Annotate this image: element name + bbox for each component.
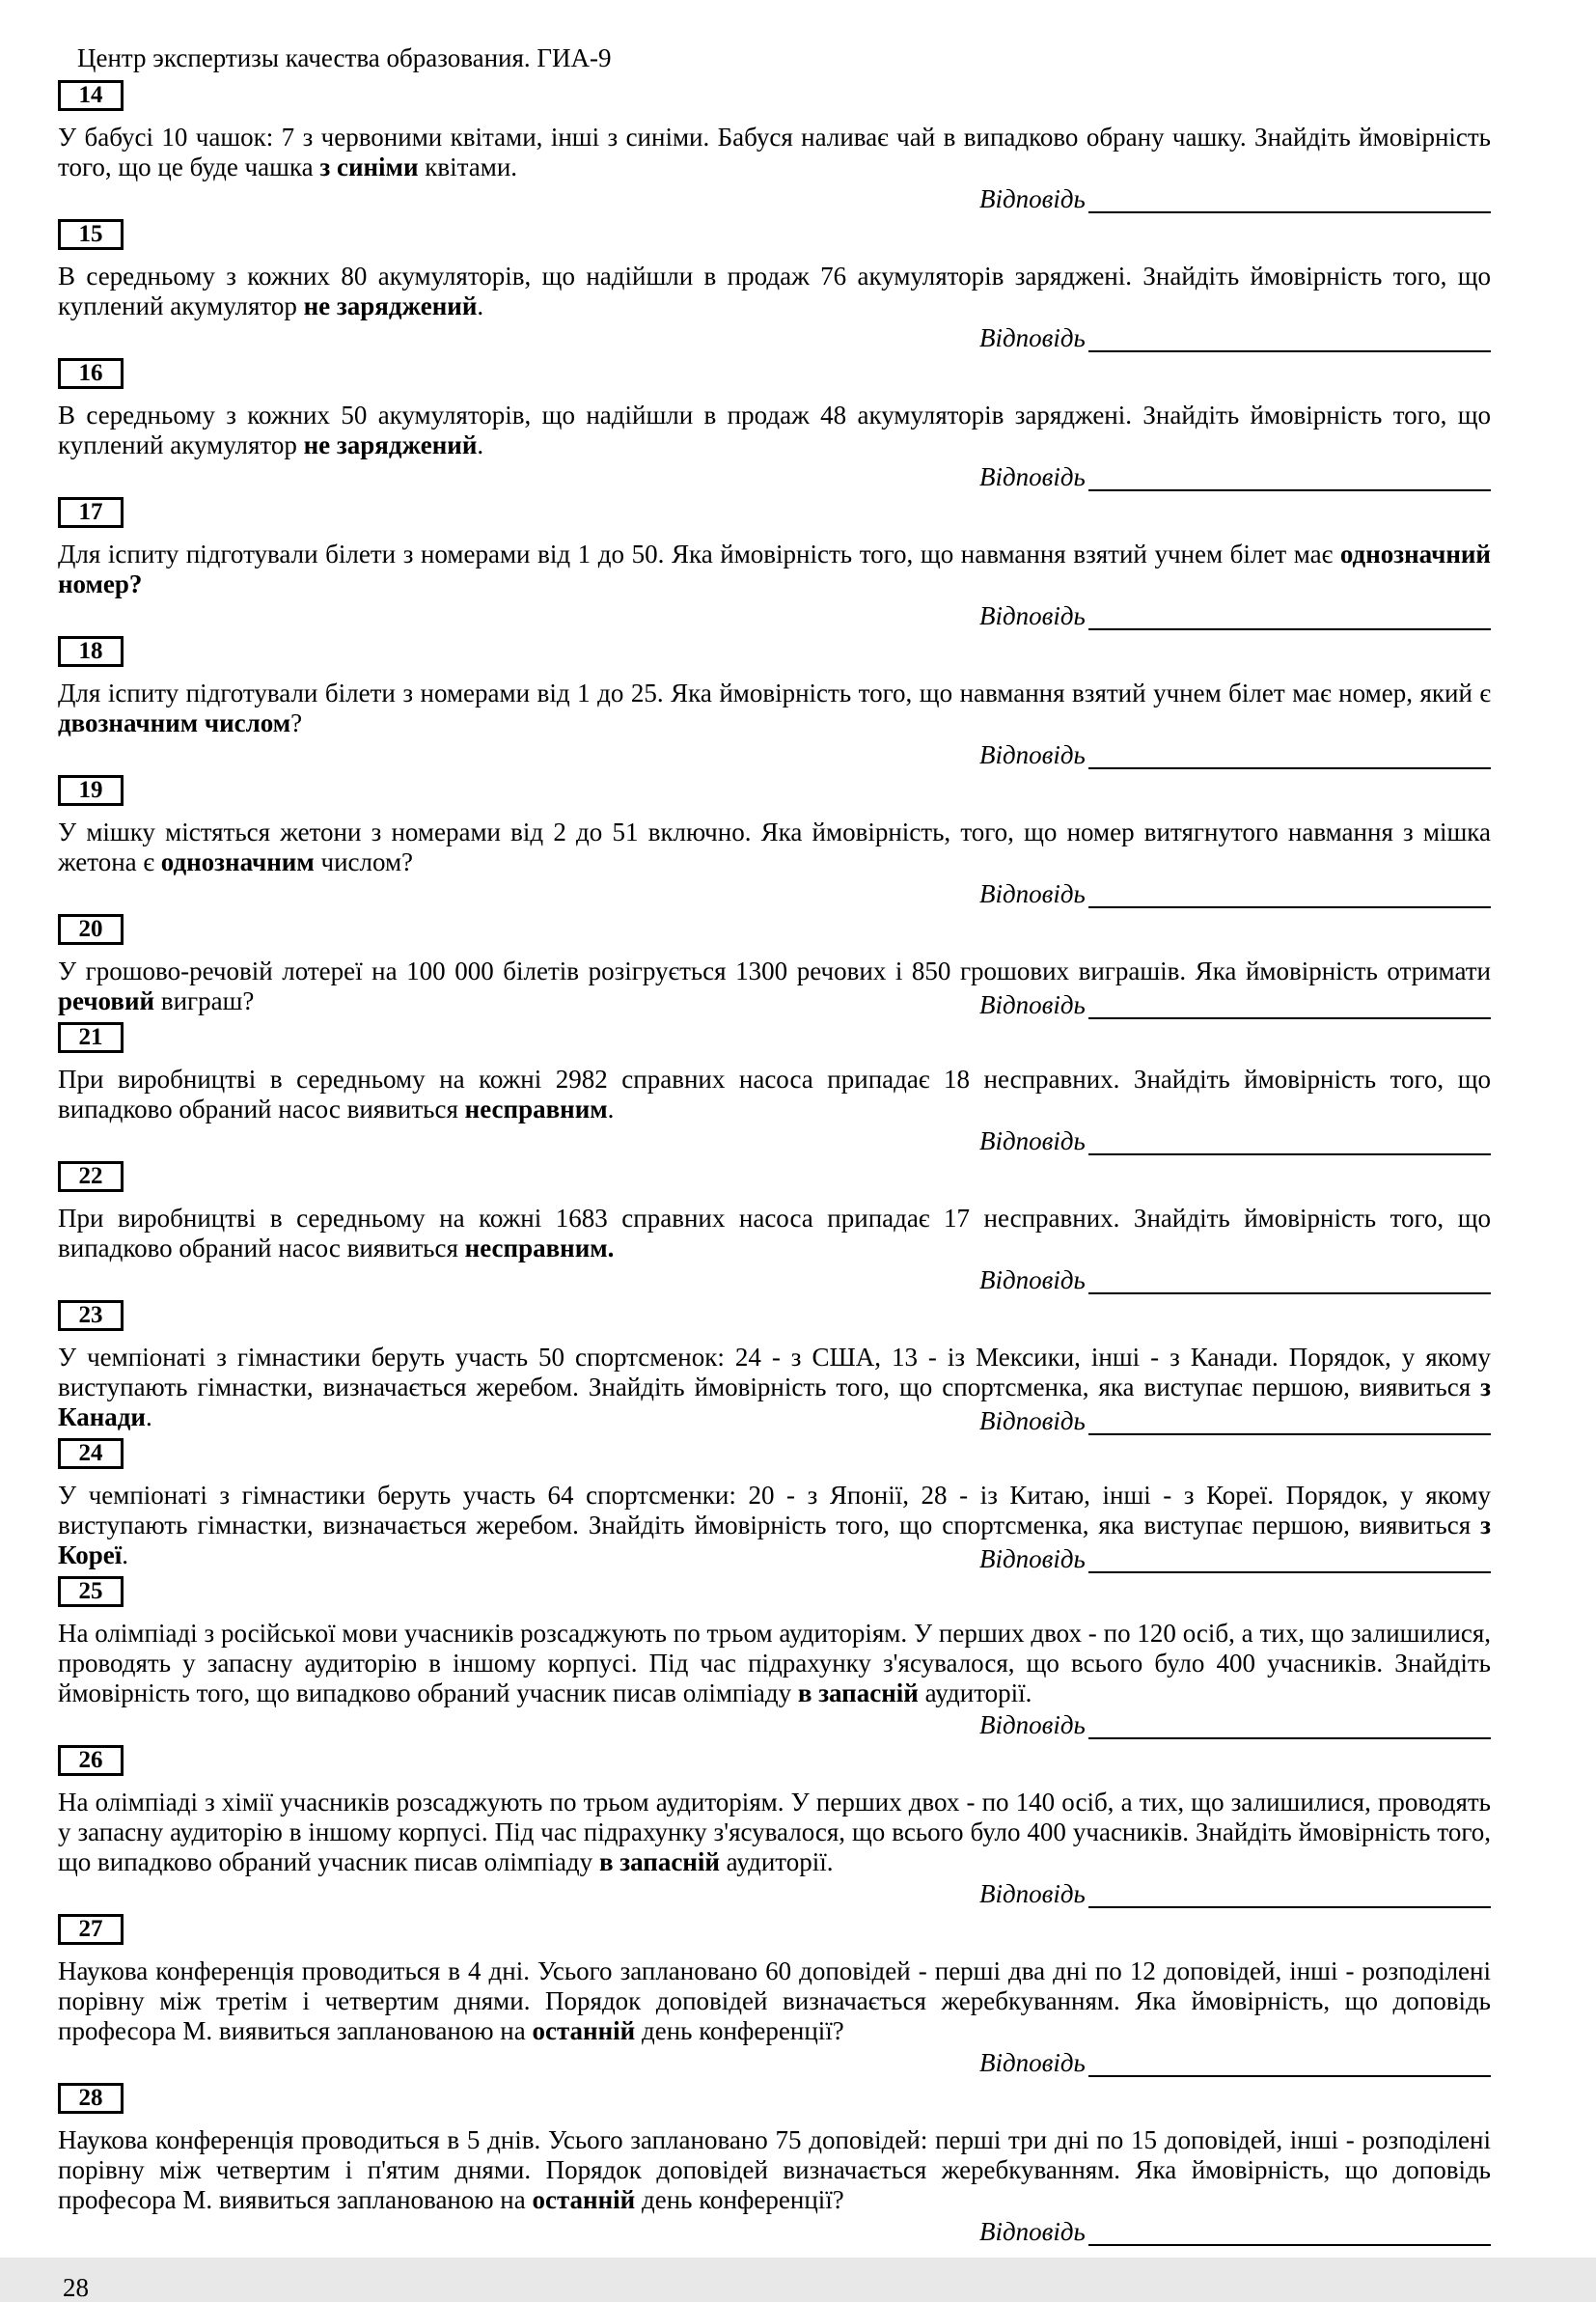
problem-number: 23 <box>78 1302 103 1328</box>
problem-item <box>58 80 1491 213</box>
problem-body <box>58 1619 1491 1739</box>
answer-blank-line <box>1088 2213 1491 2246</box>
problem-body <box>58 123 1491 213</box>
problem-number-box <box>58 358 124 389</box>
problem-number: 19 <box>78 777 103 803</box>
problem-text: В середньому з кожних 80 акумуляторів, що надійшли в продаж 76 акумуляторів заряджені. Знайдіть ймовірність того, що куплений акумулятор не заряджений. <box>58 262 1491 320</box>
answer-row <box>979 988 1491 1019</box>
answer-blank-line <box>1088 458 1491 491</box>
problem-item <box>58 1914 1491 2077</box>
problem-number: 22 <box>78 1163 103 1189</box>
problem-body <box>58 1343 1491 1435</box>
answer-label: Відповідь <box>979 323 1086 352</box>
answer-blank-line <box>1088 1262 1491 1294</box>
problem-number: 20 <box>78 916 103 942</box>
answer-row <box>979 460 1491 491</box>
problem-body <box>58 262 1491 352</box>
answer-blank-line <box>1088 1402 1491 1435</box>
problem-number-box <box>58 1914 124 1945</box>
answer-label: Відповідь <box>979 601 1086 630</box>
problem-body <box>58 1204 1491 1294</box>
answer-label: Відповідь <box>979 1879 1086 1908</box>
answer-row <box>979 2046 1491 2077</box>
problem-body <box>58 818 1491 908</box>
answer-label: Відповідь <box>979 740 1086 769</box>
problem-number: 17 <box>78 499 103 525</box>
problem-number: 27 <box>78 1916 103 1942</box>
problem-text: У бабусі 10 чашок: 7 з червоними квітами, інші з синіми. Бабуся наливає чай в випадково обрану чашку. Знайдіть ймовірність того, що це буде чашка з синіми квітами. <box>58 123 1491 181</box>
answer-label: Відповідь <box>979 1126 1086 1155</box>
answer-label: Відповідь <box>979 462 1086 491</box>
problem-body <box>58 540 1491 630</box>
problem-item <box>58 636 1491 769</box>
answer-blank-line <box>1088 736 1491 769</box>
problem-item <box>58 1300 1491 1435</box>
problem-item <box>58 1161 1491 1294</box>
answer-row <box>979 1263 1491 1294</box>
problem-number-box <box>58 1161 124 1192</box>
problem-number-box <box>58 775 124 806</box>
problem-text: У чемпіонаті з гімнастики беруть участь 50 спортсменок: 24 - з США, 13 - із Мексики, інші - з Канади. Порядок, у якому виступають гімнастки, визначається жеребом. Знайдіть ймовірність того, що спортсменка, яка виступає першою, виявиться з Канади. <box>58 1343 1491 1431</box>
answer-blank-line <box>1088 180 1491 213</box>
problem-item <box>58 1576 1491 1739</box>
answer-blank-line <box>1088 597 1491 630</box>
problem-body <box>58 679 1491 769</box>
answer-row <box>979 738 1491 769</box>
problem-number-box <box>58 2083 124 2114</box>
problem-item <box>58 1438 1491 1573</box>
answer-row <box>979 321 1491 352</box>
answer-label: Відповідь <box>979 1406 1086 1435</box>
problem-number-box <box>58 219 124 250</box>
page-number: 28 <box>63 2273 89 2302</box>
problem-text: Наукова конференція проводиться в 4 дні. Усього заплановано 60 доповідей - перші два дні по 12 доповідей, інші - розподілені порівну між третім і четвертим днями. Порядок доповідей визначається жеребкуванням. Яка ймовірність, що доповідь професора М. виявиться запланованою на останній день конференції? <box>58 1956 1491 2045</box>
answer-row <box>979 1708 1491 1739</box>
answer-label: Відповідь <box>979 2217 1086 2246</box>
problem-body <box>58 1065 1491 1155</box>
problem-number: 14 <box>78 82 103 108</box>
answer-row <box>979 182 1491 213</box>
answer-blank-line <box>1088 1540 1491 1573</box>
problem-item <box>58 219 1491 352</box>
problem-text: Для іспиту підготували білети з номерами від 1 до 50. Яка ймовірність того, що навмання взятий учнем білет має однозначний номер? <box>58 540 1491 598</box>
problems-list <box>58 80 1491 2246</box>
problem-number-box <box>58 636 124 667</box>
answer-blank-line <box>1088 1875 1491 1908</box>
problem-text: Наукова конференція проводиться в 5 днів. Усього заплановано 75 доповідей: перші три дні по 15 доповідей, інші - розподілені порівну між четвертим і п'ятим днями. Порядок доповідей визначається жеребкуванням. Яка ймовірність, що доповідь професора М. виявиться запланованою на останній день конференції? <box>58 2125 1491 2214</box>
problem-number-box <box>58 1745 124 1776</box>
problem-number-box <box>58 914 124 945</box>
answer-label: Відповідь <box>979 1710 1086 1739</box>
answer-row <box>979 1124 1491 1155</box>
problem-number: 15 <box>78 221 103 247</box>
problem-number: 24 <box>78 1440 103 1466</box>
problem-item <box>58 497 1491 630</box>
problem-body <box>58 957 1491 1019</box>
problem-item <box>58 2083 1491 2246</box>
problem-text: На олімпіаді з хімії учасників розсаджують по трьом аудиторіям. У перших двох - по 140 осіб, а тих, що залишилися, проводять у запасну аудиторію в іншому корпусі. Під час підрахунку з'ясувалося, що всього було 400 учасників. Знайдіть ймовірність того, що випадково обраний учасник писав олімпіаду в запасній аудиторії. <box>58 1788 1491 1876</box>
answer-label: Відповідь <box>979 879 1086 908</box>
problem-body <box>58 1956 1491 2077</box>
answer-label: Відповідь <box>979 1265 1086 1294</box>
problem-number-box <box>58 1300 124 1331</box>
answer-blank-line <box>1088 319 1491 352</box>
problem-number: 28 <box>78 2085 103 2111</box>
answer-blank-line <box>1088 1123 1491 1155</box>
problem-text: При виробництві в середньому на кожні 2982 справних насоса припадає 18 несправних. Знайдіть ймовірність того, що випадково обраний насос виявиться несправним. <box>58 1065 1491 1123</box>
answer-blank-line <box>1088 2044 1491 2077</box>
problem-number-box <box>58 80 124 111</box>
problem-item <box>58 1745 1491 1908</box>
answer-row <box>979 2215 1491 2246</box>
answer-blank-line <box>1088 875 1491 908</box>
answer-label: Відповідь <box>979 2048 1086 2077</box>
problem-number-box <box>58 497 124 528</box>
problem-text: При виробництві в середньому на кожні 1683 справних насоса припадає 17 несправних. Знайдіть ймовірність того, що випадково обраний насос виявиться несправним. <box>58 1204 1491 1262</box>
answer-row <box>979 1404 1491 1435</box>
problem-number: 16 <box>78 360 103 386</box>
problem-text: У чемпіонаті з гімнастики беруть участь 64 спортсменки: 20 - з Японії, 28 - із Китаю, інші - з Кореї. Порядок, у якому виступають гімнастки, визначається жеребом. Знайдіть ймовірність того, що спортсменка, яка виступає першою, виявиться з Кореї. <box>58 1481 1491 1569</box>
answer-label: Відповідь <box>979 1544 1086 1573</box>
problem-text: У грошово-речовій лотереї на 100 000 білетів розігрується 1300 речових і 850 грошових виграшів. Яка ймовірність отримати речовий виграш? <box>58 957 1491 1015</box>
answer-label: Відповідь <box>979 990 1086 1019</box>
problem-item <box>58 358 1491 491</box>
problem-text: Для іспиту підготували білети з номерами від 1 до 25. Яка ймовірність того, що навмання взятий учнем білет має номер, який є двозначним числом? <box>58 679 1491 737</box>
answer-row <box>979 1877 1491 1908</box>
problem-text: У мішку містяться жетони з номерами від 2 до 51 включно. Яка ймовірність, того, що номер витягнутого навмання з мішка жетона є однозначним числом? <box>58 818 1491 876</box>
answer-label: Відповідь <box>979 184 1086 213</box>
problem-number: 18 <box>78 638 103 664</box>
problem-number-box <box>58 1022 124 1053</box>
problem-item <box>58 775 1491 908</box>
problem-body <box>58 2125 1491 2246</box>
problem-item <box>58 1022 1491 1155</box>
problem-number: 25 <box>78 1578 103 1604</box>
problem-number-box <box>58 1576 124 1607</box>
problem-body <box>58 1788 1491 1908</box>
document-header: Центр экспертизы качества образования. ГИА-9 <box>77 43 612 72</box>
problem-number: 26 <box>78 1747 103 1773</box>
problem-body <box>58 1481 1491 1573</box>
answer-row <box>979 1542 1491 1573</box>
answer-blank-line <box>1088 1706 1491 1739</box>
problem-text: В середньому з кожних 50 акумуляторів, що надійшли в продаж 48 акумуляторів заряджені. Знайдіть ймовірність того, що куплений акумулятор не заряджений. <box>58 401 1491 459</box>
problem-item <box>58 914 1491 1019</box>
problem-number: 21 <box>78 1024 103 1050</box>
problem-text: На олімпіаді з російської мови учасників розсаджують по трьом аудиторіям. У перших двох - по 120 осіб, а тих, що залишилися, проводять у запасну аудиторію в іншому корпусі. Під час підрахунку з'ясувалося, що всього було 400 учасників. Знайдіть ймовірність того, що випадково обраний учасник писав олімпіаду в запасній аудиторії. <box>58 1619 1491 1707</box>
answer-blank-line <box>1088 986 1491 1019</box>
problem-number-box <box>58 1438 124 1469</box>
answer-row <box>979 877 1491 908</box>
answer-row <box>979 599 1491 630</box>
problem-body <box>58 401 1491 491</box>
